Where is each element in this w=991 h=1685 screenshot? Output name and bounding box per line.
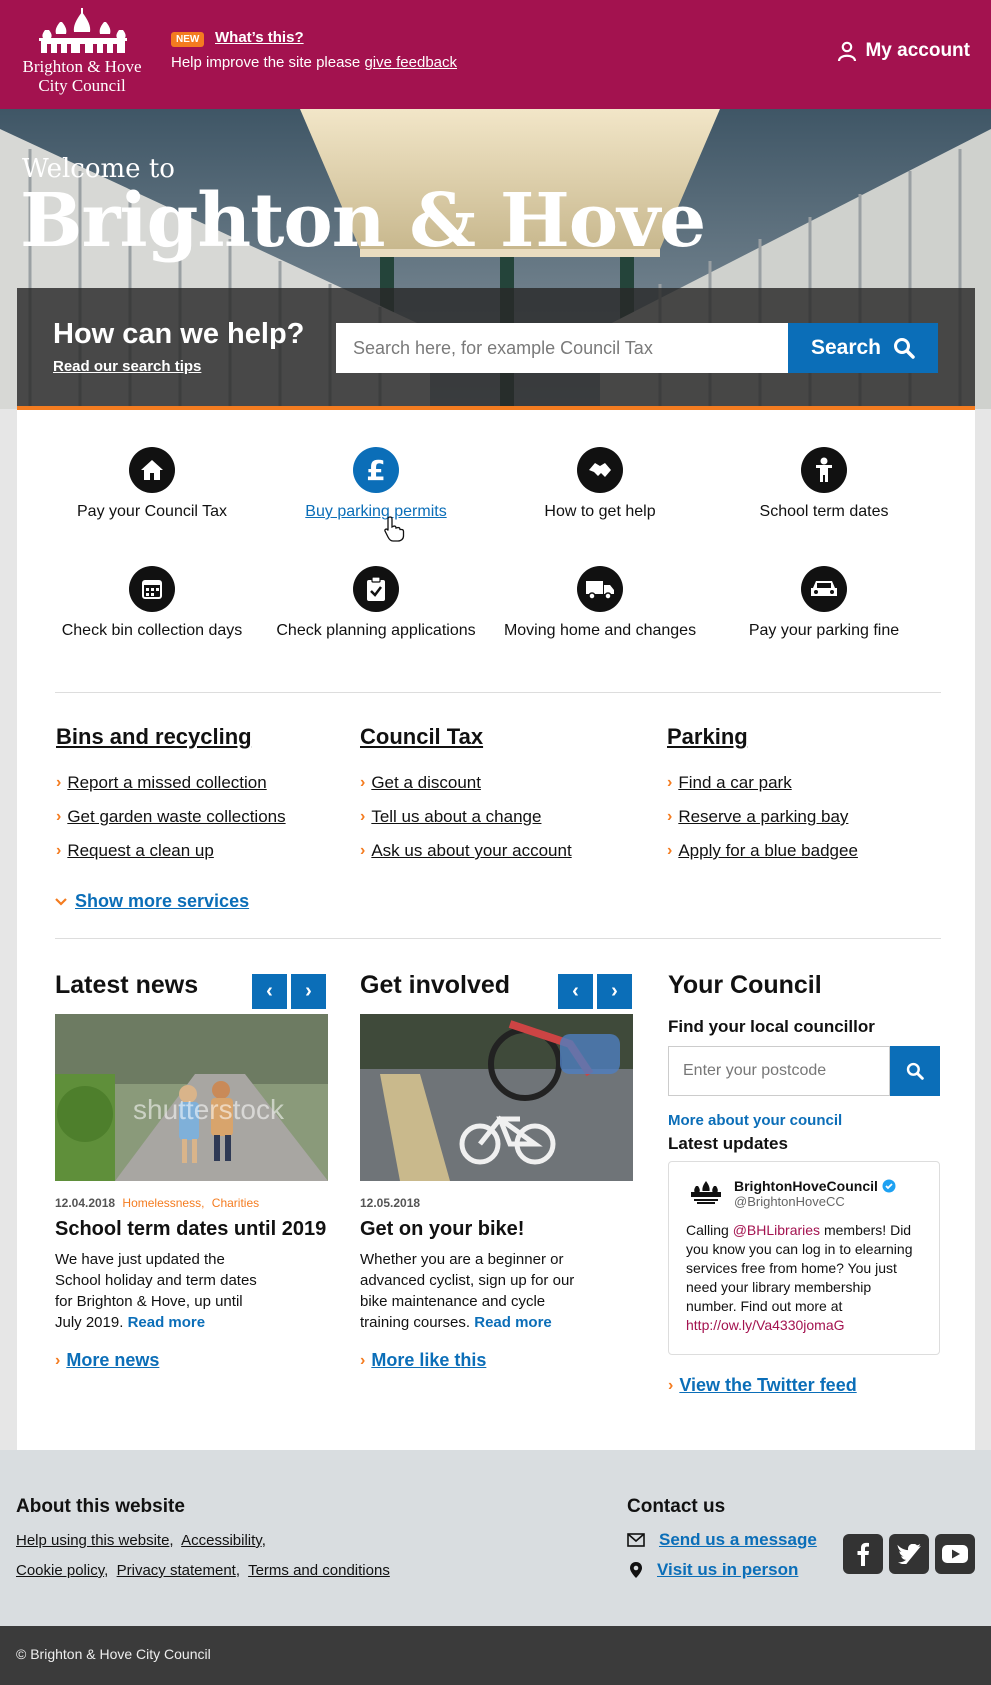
footer-links-row2: Cookie policy, Privacy statement, Terms and conditions [16,1562,390,1579]
facebook-icon[interactable] [843,1534,883,1574]
twitter-icon[interactable] [889,1534,929,1574]
child-icon [801,447,847,493]
service-group-parking [667,724,858,868]
service-link[interactable] [56,834,286,868]
footer-link-accessibility[interactable]: Accessibility [181,1532,262,1549]
news-next-button[interactable]: › [291,974,326,1009]
footer-link-privacy[interactable]: Privacy statement [116,1562,236,1579]
envelope-icon [627,1533,645,1547]
whats-this-link[interactable]: What’s this? [215,29,304,46]
more-like-this-label: More like this [371,1350,487,1370]
chevron-right-icon: › [56,774,62,791]
quick-link-bin-days[interactable] [42,566,262,640]
pavilion-logo-icon [27,8,137,56]
welcome-text: Welcome to [22,154,175,184]
site-footer [0,1450,991,1626]
contact-heading: Contact us [627,1496,726,1517]
youtube-icon[interactable] [935,1534,975,1574]
council-logo[interactable] [17,8,147,94]
service-link[interactable] [667,800,858,834]
involved-summary [360,1249,585,1333]
chevron-right-icon: › [360,808,366,825]
user-icon [837,41,857,61]
twitter-feed-label: View the Twitter feed [679,1375,857,1395]
chevron-right-icon: › [56,842,62,859]
news-image[interactable] [55,1014,328,1181]
chevron-down-icon [55,898,67,906]
visit-label: Visit us in person [657,1560,799,1579]
my-account-label: My account [865,40,970,61]
service-link-label[interactable]: Request a clean up [67,841,214,860]
quick-link-label: Pay your Council Tax [77,503,227,520]
quick-link-council-tax[interactable] [42,447,262,521]
involved-prev-button[interactable]: ‹ [558,974,593,1009]
main-content [17,410,975,1450]
tweet-card [668,1161,940,1355]
quick-link-label: Pay your parking fine [748,622,900,639]
hand-cursor-icon [383,515,405,543]
news-headline[interactable]: School term dates until 2019 [55,1218,327,1240]
service-group-bins [56,724,286,868]
chevron-right-icon: › [360,774,366,791]
news-prev-button[interactable]: ‹ [252,974,287,1009]
quick-link-label: Moving home and changes [503,622,697,639]
my-account-button[interactable] [837,40,970,62]
quick-link-label: Buy parking permits [305,503,447,520]
postcode-input[interactable] [668,1046,890,1096]
involved-image[interactable] [360,1014,633,1181]
car-icon [801,566,847,612]
service-link[interactable] [56,766,286,800]
quick-link-label: Check planning applications [276,622,476,639]
your-council-heading: Your Council [668,971,822,999]
chevron-right-icon: › [668,1376,674,1394]
service-link[interactable] [360,834,572,868]
service-title-council-tax[interactable]: Council Tax [360,724,484,749]
quick-link-label: How to get help [544,503,656,520]
postcode-search-button[interactable] [890,1046,940,1096]
show-more-services-button[interactable] [55,891,249,912]
tweet-text-body: members! Did you know you can log in to elearning services free from home? You just need your library membership number. Find out more at [686,1222,913,1314]
verified-icon [882,1179,896,1193]
service-link[interactable] [667,766,858,800]
involved-headline[interactable]: Get on your bike! [360,1218,525,1240]
latest-news-heading: Latest news [55,971,199,999]
more-news-link[interactable] [55,1350,159,1371]
service-link-label[interactable]: Reserve a parking bay [678,807,849,826]
involved-body: Whether you are a beginner or advanced cyclist, sign up for our bike maintenance and cycle training courses. [360,1251,575,1331]
news-tag-homelessness[interactable]: Homelessness, [122,1196,205,1210]
site-search-input[interactable] [336,323,788,373]
feedback-prefix: Help improve the site please [171,54,361,71]
truck-icon [577,566,623,612]
quick-link-parking-permits[interactable] [266,447,486,521]
chevron-right-icon: › [360,842,366,859]
service-link-label[interactable]: Get a discount [371,773,481,792]
pound-icon: £ [353,447,399,493]
service-group-council-tax [360,724,572,868]
involved-date: 12.05.2018 [360,1196,421,1210]
help-heading: How can we help? [53,318,305,350]
tweet-text-start: Calling [686,1222,729,1238]
footer-link-terms[interactable]: Terms and conditions [248,1562,390,1579]
service-link-label[interactable]: Ask us about your account [371,841,572,860]
get-involved-heading: Get involved [360,971,511,999]
service-title-parking[interactable]: Parking [667,724,748,749]
latest-updates-heading: Latest updates [668,1134,788,1153]
footer-link-cookie[interactable]: Cookie policy [16,1562,105,1579]
search-button-label: Search [810,336,882,359]
more-about-council-link[interactable]: More about your council [668,1112,843,1129]
news-read-more-link[interactable]: Read more [127,1314,206,1331]
new-badge: NEW [171,32,204,47]
section-divider [55,692,941,693]
site-header [0,0,991,109]
logo-line1: Brighton & Hove [22,57,142,76]
service-link[interactable] [667,834,858,868]
service-link-label[interactable]: Find a car park [678,773,792,792]
send-message-label: Send us a message [659,1530,817,1549]
find-councillor-label: Find your local councillor [668,1017,875,1036]
search-icon [906,1062,924,1080]
tweet-name-text: BrightonHoveCouncil [734,1178,878,1194]
news-meta [55,1196,259,1210]
handshake-icon [577,447,623,493]
chevron-right-icon: › [667,774,673,791]
chevron-right-icon: › [360,1351,366,1369]
section-divider [55,938,941,939]
search-tips-link[interactable]: Read our search tips [53,358,202,375]
feedback-line [171,54,457,71]
map-pin-icon [629,1561,643,1579]
service-link-label[interactable]: Tell us about a change [371,807,542,826]
calendar-icon [129,566,175,612]
give-feedback-link[interactable]: give feedback [364,54,458,71]
more-like-this-link[interactable] [360,1350,486,1371]
tweet-handle: @BrightonHoveCC [734,1194,845,1209]
chevron-right-icon: › [56,808,62,825]
tweet-account-name[interactable] [734,1178,896,1194]
tweet-mention-link[interactable]: @BHLibraries [732,1222,821,1238]
news-date: 12.04.2018 [55,1196,116,1210]
clipboard-check-icon [353,566,399,612]
news-summary [55,1249,270,1333]
chevron-right-icon: › [55,1351,61,1369]
show-more-label: Show more services [75,891,250,911]
house-icon [129,447,175,493]
tweet-url-link[interactable]: http://ow.ly/Va4330jomaG [686,1317,845,1333]
chevron-right-icon: › [667,842,673,859]
tweet-header [686,1178,922,1209]
involved-meta [360,1196,420,1210]
involved-next-button[interactable]: › [597,974,632,1009]
news-body: We have just updated the School holiday and term dates for Brighton & Hove, up until July 2019. [55,1251,257,1331]
council-avatar[interactable] [686,1178,726,1206]
quick-link-term-dates[interactable] [714,447,934,521]
quick-link-label: Check bin collection days [61,622,243,639]
chevron-right-icon: › [667,808,673,825]
copyright-bar [0,1626,991,1685]
quick-link-moving-home[interactable] [490,566,710,640]
search-icon [893,337,915,359]
news-tag-charities[interactable]: Charities [211,1196,260,1210]
service-link-label[interactable]: Report a missed collection [67,773,267,792]
service-link-label[interactable]: Apply for a blue badgee [678,841,858,860]
send-message-link[interactable] [627,1530,817,1550]
involved-read-more-link[interactable]: Read more [474,1314,552,1331]
service-link-label[interactable]: Get garden waste collections [67,807,286,826]
quick-link-label: School term dates [759,503,889,520]
logo-line2: City Council [38,76,126,95]
children-walking-photo [55,1014,328,1181]
more-news-label: More news [66,1350,160,1370]
search-button[interactable] [788,323,938,373]
hero-title: Brighton & Hove [20,178,706,264]
footer-link-help[interactable]: Help using this website [16,1532,170,1549]
service-link[interactable] [360,800,572,834]
footer-links-row1: Help using this website, Accessibility, [16,1532,266,1549]
about-website-heading: About this website [16,1496,185,1517]
watermark: shutterstock [133,1094,284,1125]
quick-link-planning[interactable] [266,566,486,640]
copyright-text: © Brighton & Hove City Council [16,1646,211,1662]
quick-link-get-help[interactable] [490,447,710,521]
service-title-bins[interactable]: Bins and recycling [56,724,252,749]
service-link[interactable] [360,766,572,800]
service-link[interactable] [56,800,286,834]
quick-link-parking-fine[interactable] [714,566,934,640]
cycle-lane-photo [360,1014,633,1181]
search-panel [17,288,975,406]
tweet-text [686,1221,922,1335]
twitter-feed-link[interactable] [668,1375,857,1396]
visit-in-person-link[interactable] [629,1560,798,1580]
